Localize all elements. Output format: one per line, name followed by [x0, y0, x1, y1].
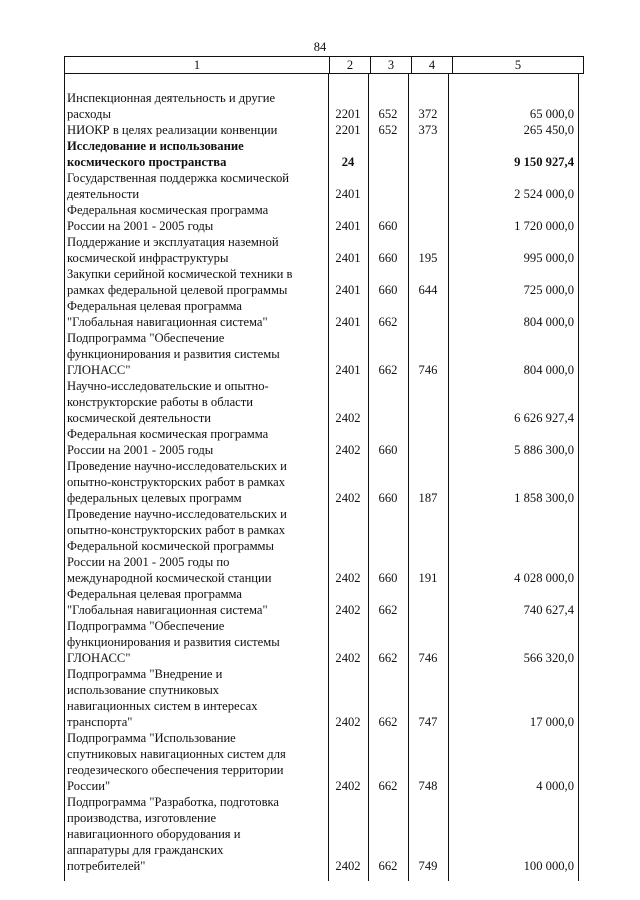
row-amount: 6 626 927,4: [514, 411, 574, 425]
row-section-code: 2402: [335, 651, 361, 665]
table-row: [64, 170, 578, 202]
row-section-code: 2402: [335, 411, 361, 425]
row-section-code: 2402: [335, 491, 361, 505]
column-header-row: [64, 56, 584, 74]
row-amount: 2 524 000,0: [514, 187, 574, 201]
table-row: [64, 234, 578, 266]
row-target-code: 660: [378, 251, 398, 265]
row-target-code: 662: [378, 779, 398, 793]
row-amount: 740 627,4: [523, 603, 574, 617]
row-name: НИОКР в целях реализации конвенции: [67, 123, 278, 137]
row-expense-code: 747: [418, 715, 438, 729]
row-target-code: 652: [378, 107, 398, 121]
page-number: 84: [313, 40, 327, 54]
row-section-code: 2401: [335, 251, 361, 265]
row-expense-code: 373: [418, 123, 438, 137]
row-name: Федеральная космическая программа России на 2001 - 2005 годы: [67, 427, 269, 457]
row-section-code: 2402: [335, 443, 361, 457]
row-name: Государственная поддержка космической деятельности: [67, 171, 290, 201]
row-expense-code: 748: [418, 779, 438, 793]
table-row: [64, 426, 578, 458]
column-header-3: 3: [371, 57, 412, 74]
row-expense-code: 746: [418, 651, 438, 665]
table-row: [64, 266, 578, 298]
row-name: Подпрограмма "Использование спутниковых навигационных систем для геодезического обеспечения территории России": [67, 731, 286, 793]
row-amount: 265 450,0: [523, 123, 574, 137]
row-section-code: 2201: [335, 107, 361, 121]
column-header-4: 4: [412, 57, 453, 74]
table-row: [64, 90, 578, 122]
row-name: Закупки серийной космической техники в рамках федеральной целевой программы: [67, 267, 293, 297]
row-amount: 65 000,0: [529, 107, 574, 121]
row-target-code: 660: [378, 491, 398, 505]
table-row: [64, 330, 578, 378]
row-name: Федеральная космическая программа России на 2001 - 2005 годы: [67, 203, 269, 233]
row-expense-code: 372: [418, 107, 438, 121]
column-header-2: 2: [330, 57, 371, 74]
row-amount: 1 858 300,0: [514, 491, 574, 505]
row-amount: 17 000,0: [529, 715, 574, 729]
table-row: [64, 122, 578, 138]
row-section-code: 24: [341, 155, 355, 169]
row-amount: 1 720 000,0: [514, 219, 574, 233]
row-name: Проведение научно-исследовательских и опытно-конструкторских работ в рамках федеральных целевых программ: [67, 459, 287, 505]
table-row: [64, 506, 578, 586]
row-amount: 804 000,0: [523, 363, 574, 377]
row-expense-code: 644: [418, 283, 438, 297]
row-target-code: 660: [378, 283, 398, 297]
row-expense-code: 191: [418, 571, 438, 585]
table-row: [64, 794, 578, 874]
row-expense-code: 195: [418, 251, 438, 265]
column-header-1: 1: [65, 57, 330, 74]
row-name: Инспекционная деятельность и другие расходы: [67, 91, 276, 121]
table-row: [64, 618, 578, 666]
table-row: [64, 586, 578, 618]
column-header-5: 5: [453, 57, 584, 74]
row-target-code: 662: [378, 363, 398, 377]
row-expense-code: 746: [418, 363, 438, 377]
row-amount: 725 000,0: [523, 283, 574, 297]
row-target-code: 662: [378, 315, 398, 329]
row-expense-code: 187: [418, 491, 438, 505]
row-target-code: 660: [378, 219, 398, 233]
row-target-code: 660: [378, 443, 398, 457]
row-section-code: 2201: [335, 123, 361, 137]
row-section-code: 2401: [335, 315, 361, 329]
row-section-code: 2402: [335, 779, 361, 793]
row-amount: 100 000,0: [523, 859, 574, 873]
table-row: [64, 458, 578, 506]
table-row: [64, 378, 578, 426]
table-body: [64, 90, 578, 874]
row-amount: 4 028 000,0: [514, 571, 574, 585]
row-name: Федеральная целевая программа "Глобальная навигационная система": [67, 587, 268, 617]
row-amount: 804 000,0: [523, 315, 574, 329]
row-section-code: 2402: [335, 571, 361, 585]
row-target-code: 662: [378, 715, 398, 729]
table-row: [64, 298, 578, 330]
row-amount: 5 886 300,0: [514, 443, 574, 457]
row-amount: 995 000,0: [523, 251, 574, 265]
row-target-code: 662: [378, 651, 398, 665]
row-expense-code: 749: [418, 859, 438, 873]
row-name: Проведение научно-исследовательских и опытно-конструкторских работ в рамках Федеральной космической программы России на 2001 - 2005 годы по международной космической станции: [67, 507, 287, 585]
row-name: Федеральная целевая программа "Глобальная навигационная система": [67, 299, 268, 329]
table-row: [64, 666, 578, 730]
row-amount: 566 320,0: [523, 651, 574, 665]
row-name: Подпрограмма "Внедрение и использование спутниковых навигационных систем в интересах транспорта": [67, 667, 258, 729]
row-target-code: 662: [378, 859, 398, 873]
row-section-code: 2402: [335, 603, 361, 617]
row-section-code: 2402: [335, 859, 361, 873]
row-name: Подпрограмма "Обеспечение функционирования и развития системы ГЛОНАСС": [67, 331, 280, 377]
budget-table: [64, 73, 578, 881]
row-section-code: 2401: [335, 363, 361, 377]
row-target-code: 662: [378, 603, 398, 617]
row-section-code: 2401: [335, 219, 361, 233]
row-name: Исследование и использование космического пространства: [67, 139, 244, 169]
row-amount: 9 150 927,4: [514, 155, 574, 169]
row-name: Подпрограмма "Разработка, подготовка производства, изготовление навигационного оборудования и аппаратуры для гражданских потребителей": [67, 795, 280, 873]
row-target-code: 652: [378, 123, 398, 137]
column-divider: [578, 73, 579, 881]
table-row: [64, 202, 578, 234]
table-row: [64, 730, 578, 794]
row-section-code: 2402: [335, 715, 361, 729]
row-section-code: 2401: [335, 283, 361, 297]
row-target-code: 660: [378, 571, 398, 585]
table-row: [64, 138, 578, 170]
row-name: Поддержание и эксплуатация наземной космической инфраструктуры: [67, 235, 279, 265]
row-name: Научно-исследовательские и опытно- конструкторские работы в области космической деятельности: [67, 379, 269, 425]
row-amount: 4 000,0: [536, 779, 574, 793]
row-section-code: 2401: [335, 187, 361, 201]
row-name: Подпрограмма "Обеспечение функционирования и развития системы ГЛОНАСС": [67, 619, 280, 665]
